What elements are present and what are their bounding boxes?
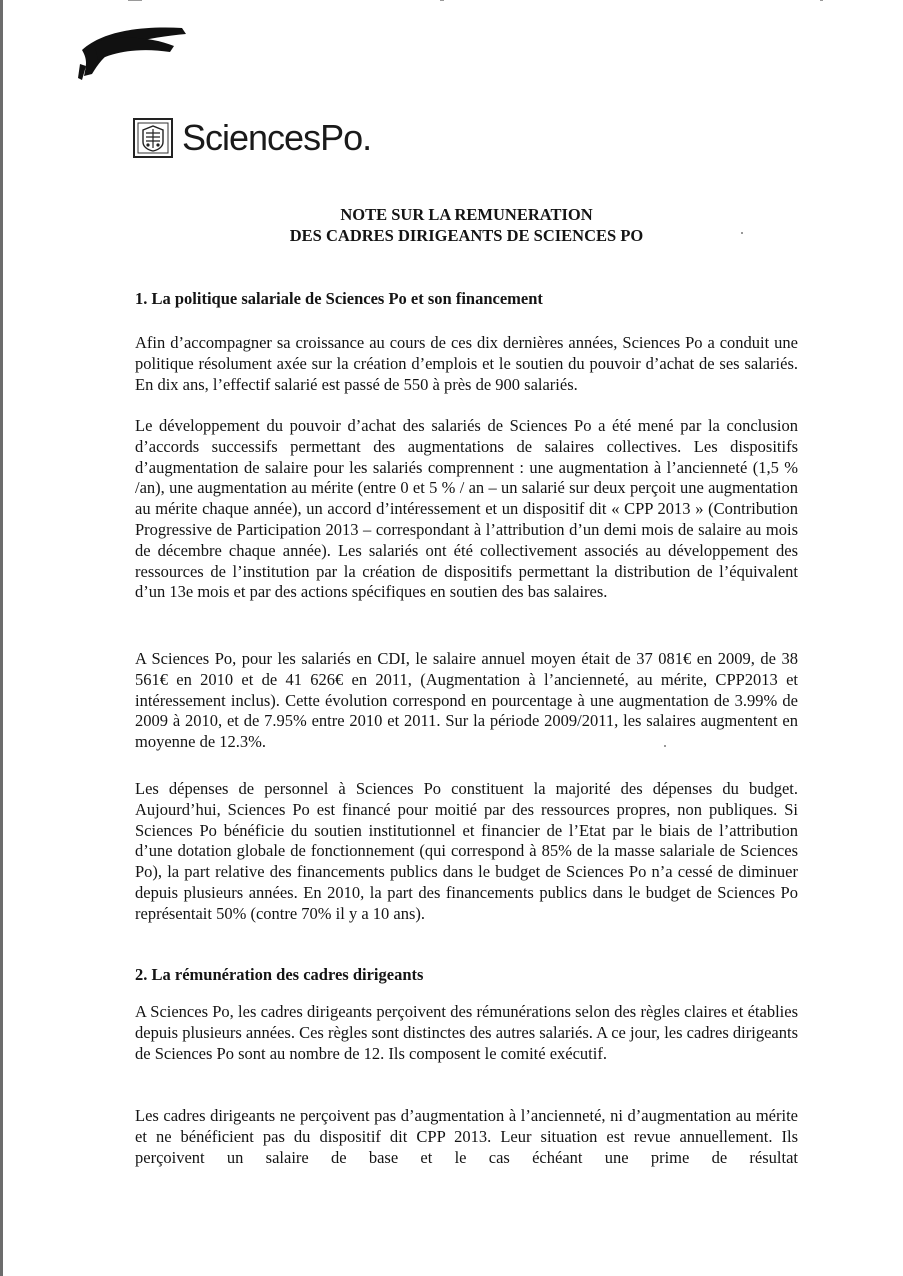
sciences-po-logo [133,116,371,160]
section-2-paragraph-1: A Sciences Po, les cadres dirigeants perçoivent des rémunérations selon des règles claires et établies depuis plusieurs années. Ces règles sont distinctes des autres salariés. A ce jour, les cadres dirigeants de Sciences Po sont au nombre de 12. Ils composent le comité exécutif. [135,1002,798,1063]
section-1-paragraph-3: A Sciences Po, pour les salariés en CDI, le salaire annuel moyen était de 37 081€ en 2009, de 38 561€ en 2010 et de 41 626€ en 2011, (Augmentation à l’ancienneté, au mérite, CPP2013 et intéressement inclus). Cette évolution correspond en pourcentage à une augmentation de 3.99% de 2009 à 2010, et de 7.95% entre 2010 et 2011. Sur la période 2009/2011, les salaires augmentent en moyenne de 12.3%. [135,649,798,752]
logo-wordmark: SciencesPo. [182,117,372,158]
scan-mark [820,0,823,1]
section-1-paragraph-2: Le développement du pouvoir d’achat des salariés de Sciences Po a été mené par la conclusion d’accords successifs permettant des augmentations de salaires collectives. Les dispositifs d’augmentation de salaire pour les salariés comprennent : une augmentation à l’ancienneté (1,5 % /an), une augmentation au mérite (entre 0 et 5 % / an – un salarié sur deux perçoit une augmentation au mérite chaque année), un accord d’intéressement et un dispositif dit « CPP 2013 » (Contribution Progressive de Participation 2013 – correspondant à l’attribution d’un demi mois de salaire au mois de décembre chaque année). Les salariés ont été collectivement associés au développement des ressources de l’institution par la création de dispositifs permettant la distribution de l’équivalent d’un 13e mois et par des actions spécifiques en soutien des bas salaires. [135,416,798,602]
scan-speck [741,232,743,234]
scan-mark [128,0,142,1]
scan-mark [440,0,444,1]
section-1-paragraph-1: Afin d’accompagner sa croissance au cours de ces dix dernières années, Sciences Po a conduit une politique résolument axée sur la création d’emplois et le soutien du pouvoir d’achat de ses salariés. En dix ans, l’effectif salarié est passé de 550 à près de 900 salariés. [135,333,798,394]
document-title [135,204,798,246]
scan-speck [664,745,666,747]
section-1-heading: 1. La politique salariale de Sciences Po et son financement [135,289,543,308]
redaction-mark [74,20,194,82]
scan-edge [0,0,3,1276]
title-line-2: DES CADRES DIRIGEANTS DE SCIENCES PO [289,226,644,245]
section-2-heading: 2. La rémunération des cadres dirigeants [135,965,424,984]
sciences-po-crest-icon [133,118,173,158]
section-1-paragraph-4: Les dépenses de personnel à Sciences Po constituent la majorité des dépenses du budget. Aujourd’hui, Sciences Po est financé pour moitié par des ressources propres, non publiques. Si Sciences Po bénéficie du soutien institutionnel et financier de l’Etat par le biais de l’attribution d’une dotation globale de fonctionnement (qui correspond à 85% de la masse salariale de Sciences Po), la part relative des financements publics dans le budget de Sciences Po n’a cessé de diminuer depuis plusieurs années. En 2010, la part des financements publics dans le budget de Sciences Po représentait 50% (contre 70% il y a 10 ans). [135,779,798,923]
section-2-paragraph-2: Les cadres dirigeants ne perçoivent pas d’augmentation à l’ancienneté, ni d’augmentation au mérite et ne bénéficient pas du dispositif dit CPP 2013. Leur situation est revue annuellement. Ils perçoivent un salaire de base et le cas échéant une prime de résultat [135,1106,798,1167]
title-line-1: NOTE SUR LA REMUNERATION [340,205,593,224]
